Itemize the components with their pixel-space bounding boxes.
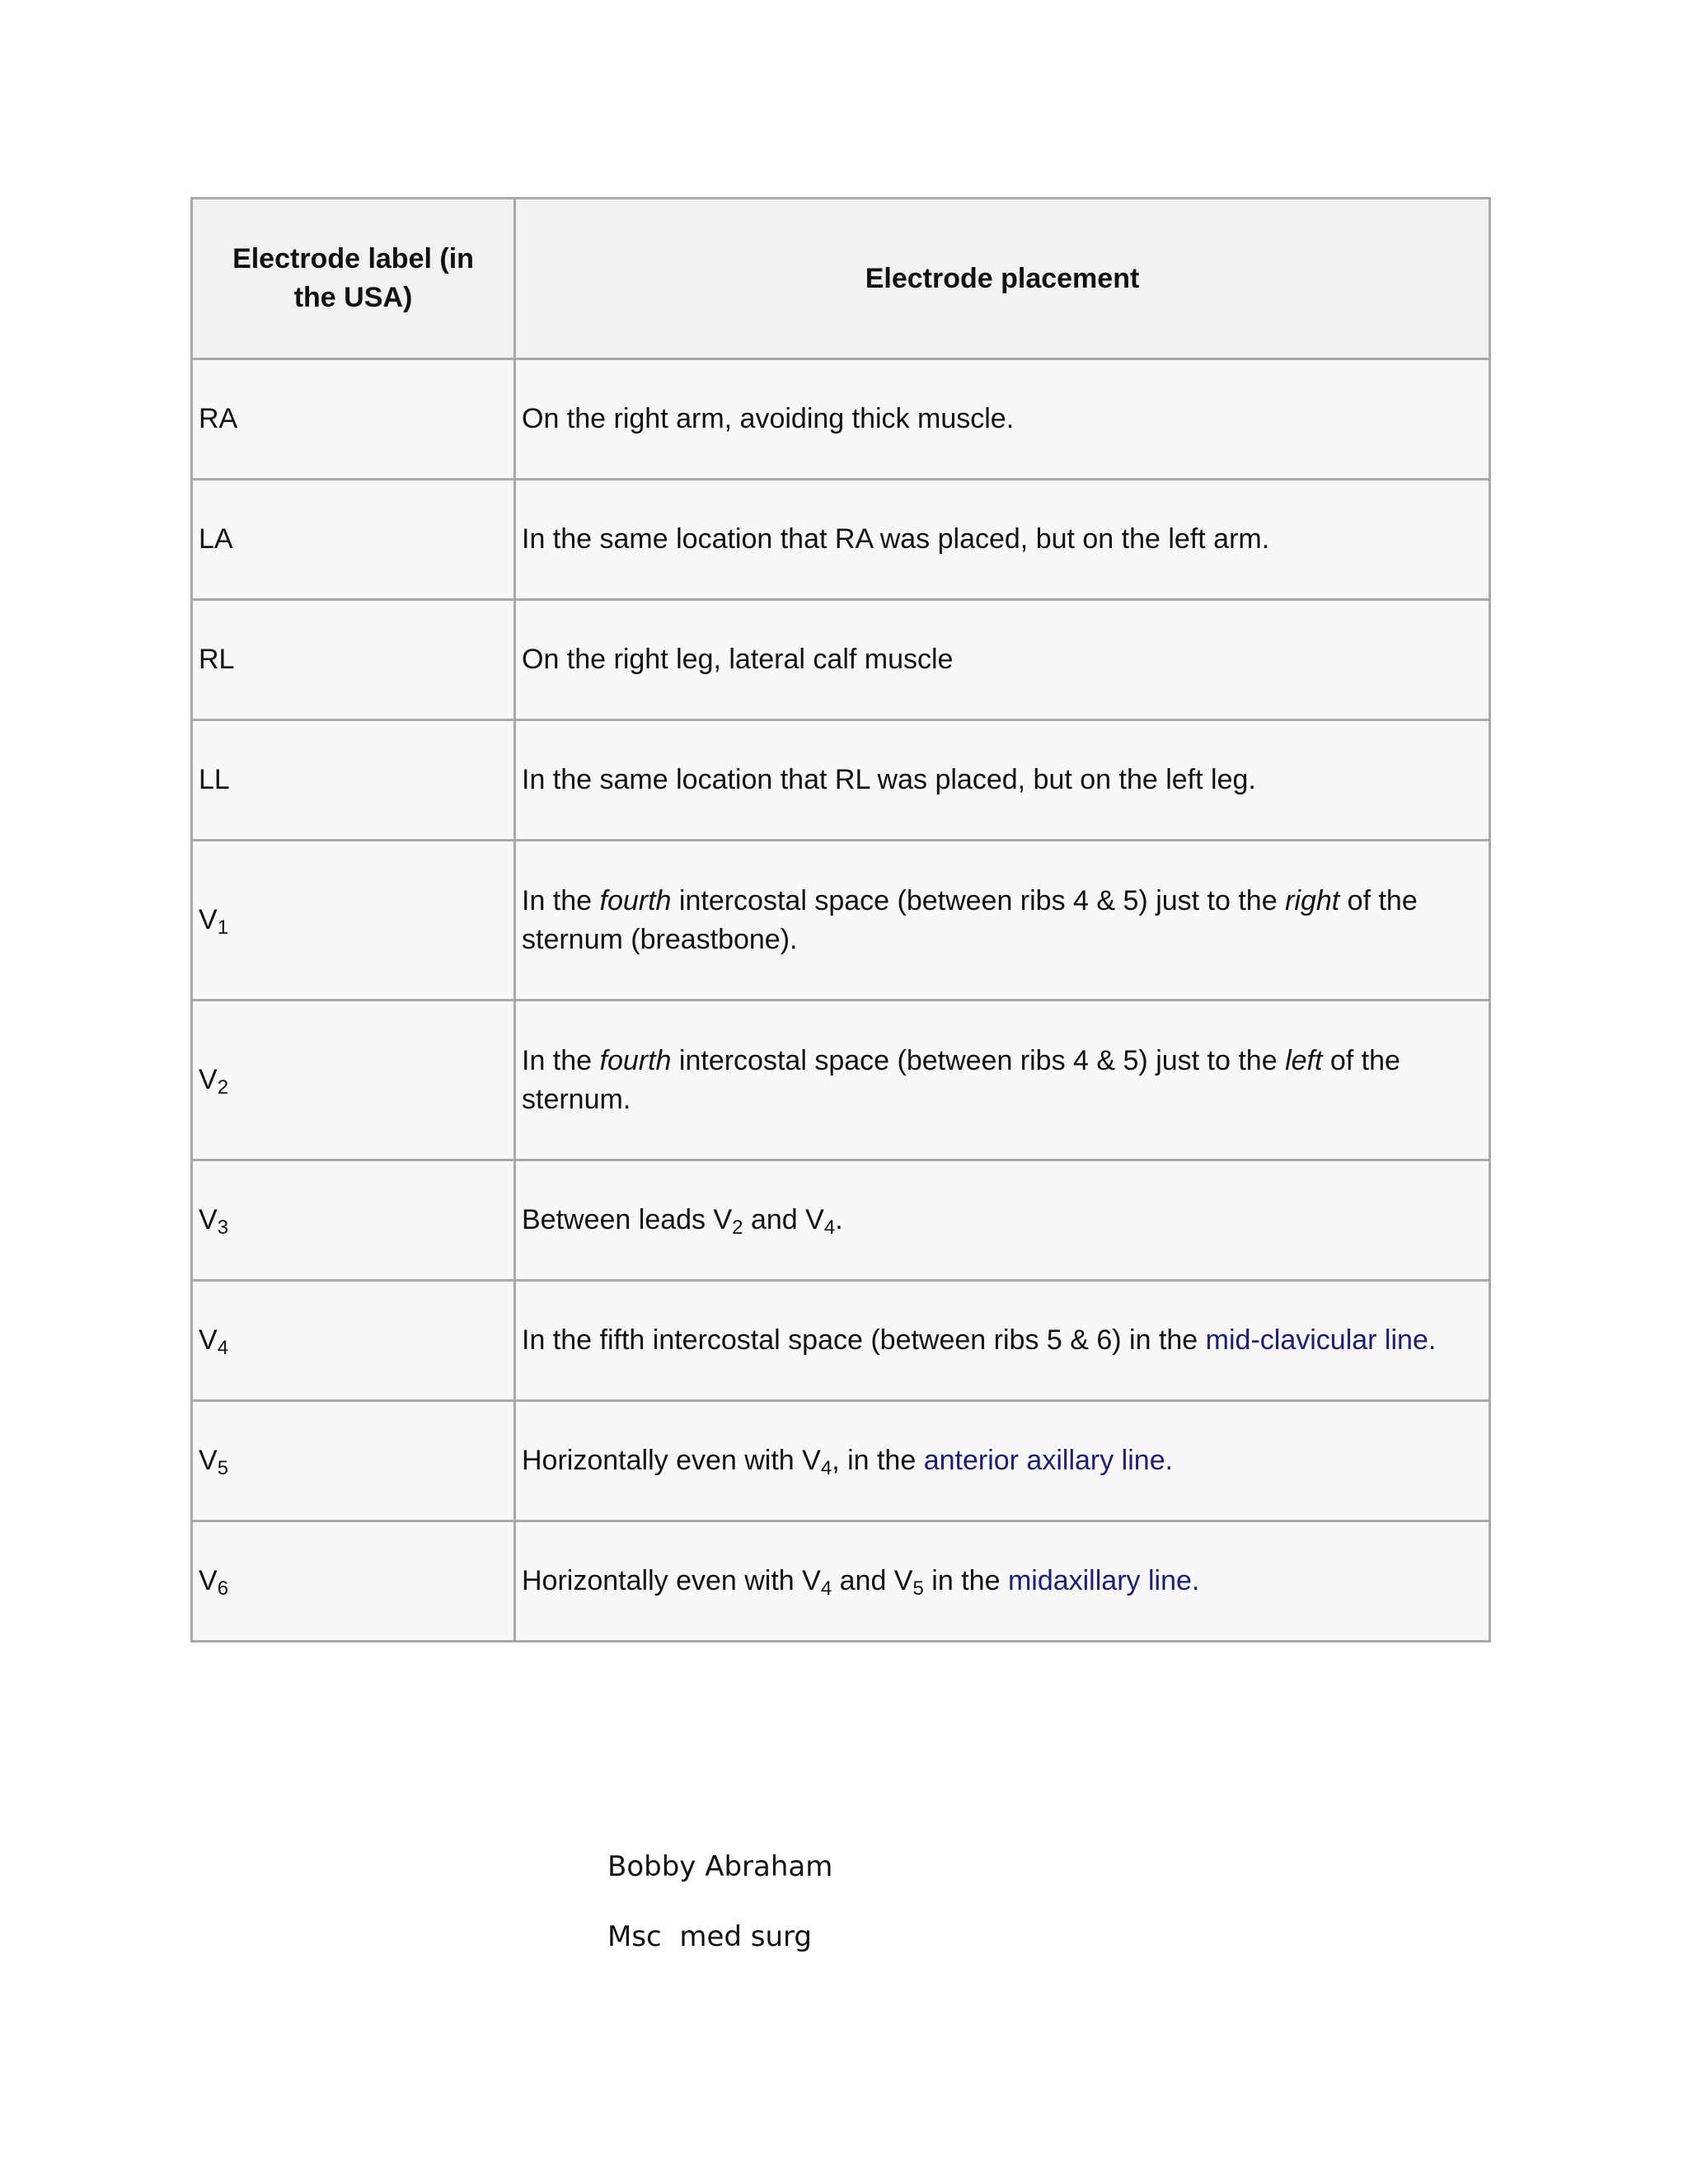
table-row-v5	[192, 1401, 1490, 1521]
placement-text: intercostal space (between ribs 4 & 5) just to the	[671, 1044, 1286, 1076]
electrode-label: RA	[192, 359, 515, 480]
label-subscript: 1	[217, 916, 229, 939]
table-row-rl	[192, 600, 1490, 720]
label-subscript: 5	[217, 1457, 229, 1479]
electrode-placement	[515, 1521, 1490, 1642]
placement-subscript: 4	[823, 1216, 836, 1239]
electrode-placement: On the right arm, avoiding thick muscle.	[515, 359, 1490, 480]
placement-subscript: 2	[732, 1216, 743, 1239]
table-row-v1	[192, 841, 1490, 1001]
electrode-placement-table	[190, 197, 1491, 1643]
electrode-label: LL	[192, 720, 515, 841]
placement-text: In the fifth intercostal space (between ribs 5 & 6) in the	[522, 1324, 1206, 1356]
electrode-label	[192, 1401, 515, 1521]
placement-emphasis: right	[1285, 884, 1340, 916]
electrode-label	[192, 1001, 515, 1160]
table-row-v4	[192, 1281, 1490, 1401]
label-subscript: 4	[217, 1337, 229, 1359]
electrode-placement	[515, 1001, 1490, 1160]
electrode-placement: In the same location that RL was placed, but on the left leg.	[515, 720, 1490, 841]
electrode-placement: On the right leg, lateral calf muscle	[515, 600, 1490, 720]
label-base: V	[199, 1064, 218, 1095]
author-title: Msc med surg	[607, 1920, 813, 1953]
placement-subscript: 5	[912, 1577, 924, 1600]
placement-text: Horizontally even with V	[522, 1445, 821, 1476]
placement-text: .	[1165, 1445, 1174, 1476]
electrode-label: LA	[192, 480, 515, 600]
placement-text: of the sternum (breastbone).	[522, 884, 1418, 955]
placement-text: and V	[743, 1204, 824, 1235]
table-row-ll	[192, 720, 1490, 841]
placement-text: , in the	[832, 1445, 924, 1476]
header-electrode-label: Electrode label (in the USA)	[192, 199, 515, 359]
placement-text: intercostal space (between ribs 4 & 5) just to the	[671, 884, 1286, 916]
electrode-placement	[515, 1160, 1490, 1281]
electrode-placement	[515, 1401, 1490, 1521]
table-row-v2	[192, 1001, 1490, 1160]
header-electrode-placement: Electrode placement	[515, 199, 1490, 359]
placement-text: of the sternum.	[522, 1044, 1400, 1115]
label-base: V	[199, 1204, 218, 1235]
midaxillary-line-link[interactable]: midaxillary line	[1007, 1565, 1192, 1596]
placement-text: In the	[522, 884, 600, 916]
label-base: V	[199, 1565, 218, 1596]
electrode-label	[192, 1521, 515, 1642]
placement-text: and V	[832, 1565, 913, 1596]
placement-text: .	[835, 1204, 843, 1235]
electrode-placement	[515, 841, 1490, 1001]
placement-emphasis: fourth	[599, 1044, 672, 1076]
placement-subscript: 4	[820, 1577, 832, 1600]
table-row-v6	[192, 1521, 1490, 1642]
table-row-la	[192, 480, 1490, 600]
electrode-label	[192, 1281, 515, 1401]
electrode-label	[192, 841, 515, 1001]
placement-emphasis: left	[1285, 1044, 1323, 1076]
table-row-ra	[192, 359, 1490, 480]
placement-text: Between leads V	[522, 1204, 733, 1235]
electrode-placement	[515, 1281, 1490, 1401]
placement-emphasis: fourth	[599, 884, 672, 916]
author-name: Bobby Abraham	[607, 1850, 833, 1883]
placement-text: in the	[923, 1565, 1008, 1596]
electrode-placement: In the same location that RA was placed, but on the left arm.	[515, 480, 1490, 600]
anterior-axillary-line-link[interactable]: anterior axillary line	[923, 1445, 1165, 1476]
placement-text: In the	[522, 1044, 600, 1076]
label-subscript: 6	[217, 1577, 229, 1600]
placement-text: .	[1428, 1324, 1437, 1356]
label-subscript: 2	[217, 1076, 229, 1099]
placement-subscript: 4	[820, 1457, 832, 1479]
placement-text: .	[1191, 1565, 1200, 1596]
mid-clavicular-line-link[interactable]: mid-clavicular line	[1205, 1324, 1428, 1356]
table-header-row	[192, 199, 1490, 359]
electrode-label	[192, 1160, 515, 1281]
table-row-v3	[192, 1160, 1490, 1281]
label-subscript: 3	[217, 1216, 229, 1239]
label-base: V	[199, 1324, 218, 1356]
placement-text: Horizontally even with V	[522, 1565, 821, 1596]
label-base: V	[199, 904, 218, 935]
label-base: V	[199, 1445, 218, 1476]
electrode-label: RL	[192, 600, 515, 720]
